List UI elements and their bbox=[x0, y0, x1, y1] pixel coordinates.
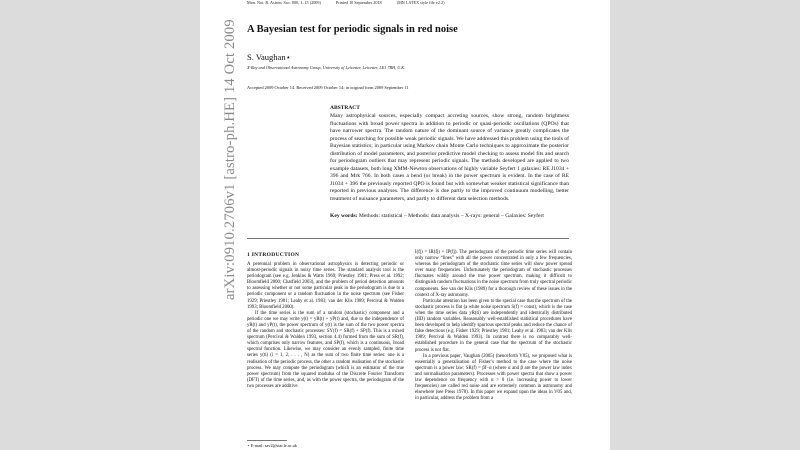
intro-paragraph-1: A perennial problem in observational astrophysics is detecting periodic or almost-periodic signals in noisy time series. The standard analysis tool is the periodogram (see e.g. Jenkins & Watts 1969; Priestley 1981; Press et al. 1992; Bloomfield 2000; Chatfield 2003), and the problem of period detection amounts to assessing whether or not some particular peak in the periodogram is due to a periodic component or a random fluctuation in the noise spectrum (see Fisher 1929; Priestley 1981; Leahy et al. 1983; van der Klis 1989; Percival & Walden 1993; Bloomfield 2000). bbox=[247, 262, 404, 310]
keywords-text: Methods: statistical – Methods: data analysis – X-rays: general – Galaxies: Seyfert bbox=[358, 213, 544, 219]
section-heading: 1 INTRODUCTION bbox=[247, 252, 300, 258]
author-name: S. Vaughan⋆ bbox=[247, 52, 291, 62]
intro-paragraph-3: I(fj) = IR(fj) + IP(fj). The periodogram of the periodic time series will contain only narrow “lines” with all the power concentrated in only a few frequencies, whereas the periodogram of the stochastic time series will show power spread over many frequencies. Unfortunately the periodogram of stochastic processes fluctuates wildly around the true power spectrum, making it difficult to distinguish random fluctuations in the noise spectrum from truly spectral periodic components. See van der Klis (1989) for a thorough review of these issues in the context of X-ray astronomy. bbox=[415, 250, 572, 298]
printed-date: Printed 10 September 2018 bbox=[335, 0, 382, 5]
footnote-email: ⋆ E-mail: sav2@star.le.ac.uk bbox=[247, 443, 297, 448]
keywords bbox=[330, 213, 569, 221]
author-affiliation: X-Ray and Observational Astronomy Group, University of Leicester, Leicester, LE1 7RH, U.K. bbox=[247, 65, 406, 70]
intro-paragraph-5: In a previous paper, Vaughan (2005) (henceforth V05), we proposed what is essentially a generalisation of Fisher’s method to the case where the noise spectrum is a power law: SR(f) = βf−α (where α and β are the power law index and normalisation parameters). Processes with power spectra that show a power law dependence on frequency with α > 0 (i.e. increasing power to lower frequencies) are called red noise and are extremely common in astronomy and elsewhere (see Press 1978). In this paper we expand upon the ideas in V05 and, in particular, address the problem from a bbox=[415, 353, 572, 402]
paper-title: A Bayesian test for periodic signals in red noise bbox=[247, 24, 458, 35]
style-file: (MN LATEX style file v2.2) bbox=[396, 0, 445, 5]
abstract-divider bbox=[247, 238, 569, 239]
abstract-text: Many astrophysical sources, especially compact accreting sources, show strong, random brightness fluctuations with broad power spectra in addition to periodic or quasi-periodic oscillations (QPOs) that have narrower spectra. The random nature of the dominant source of variance greatly complicates the process of searching for possible weak periodic signals. We have addressed this problem using the tools of Bayesian statistics; in particular using Markov chain Monte Carlo techniques to approximate the posterior distribution of model parameters, and posterior predictive model checking to assess model fits and search for periodogram outliers that may represent periodic signals. The methods developed are applied to two example datasets, both long XMM-Newton observations of highly variable Seyfert 1 galaxies: RE J1034 + 396 and Mrk 766. In both cases a bend (or break) in the power spectrum is evident. In the case of RE J1034 + 396 the previously reported QPO is found but with somewhat weaker statistical significance than reported in previous analyses. The difference is due partly to the improved continuum modelling, better treatment of nuisance parameters, and partly to different data selection methods. bbox=[330, 113, 569, 202]
column-left bbox=[247, 262, 404, 390]
footnote-divider bbox=[247, 440, 287, 441]
received-dates: Accepted 2009 October 14. Received 2009 October 14; in original form 2009 September 11 bbox=[247, 85, 409, 90]
intro-paragraph-4: Particular attention has been given to the special case that the spectrum of the stochastic process is flat (a white noise spectrum S(f) = const), which is the case when the time series data yR(ti) are independently and identically distributed (IID) random variables. Reasonably well-established statistical procedures have been developed to help identify spurious spectral peaks and reduce the chance of false detections (e.g. Fisher 1929; Priestley 1981; Leahy et al. 1983; van der Klis 1989; Percival & Walden 1993). In contrast there is no comparably well-established procedure in the general case that the spectrum of the stochastic process is not flat. bbox=[415, 298, 572, 353]
paper-page bbox=[200, 0, 610, 450]
keywords-label: Key words: bbox=[330, 213, 358, 219]
arxiv-stamp: arXiv:0910.2706v1 [astro-ph.HE] 14 Oct 2009 bbox=[222, 19, 238, 300]
intro-paragraph-2: If the time series is the sum of a random (stochastic) component and a periodic one we may write y(t) = yR(t) + yP(t) and, due to the independence of yR(t) and yP(t), the power spectrum of y(t) is the sum of the two power spectra of the random and stochastic processes: SY(f) = SR(f) + SP(f). This is a mixed spectrum (Percival & Walden 1993, section 4.4) formed from the sum of SR(f), which comprises only narrow features, and SP(f), which is a continuous, broad spectral function. Likewise, we may consider an evenly sampled, finite time series y(ti) (i = 1, 2, . . . , N) as the sum of two finite time series: one is a realisation of the periodic process, the other a random realisation of the stochastic process. We may compute the periodogram (which is an estimator of the true power spectrum) from the squared modulus of the Discrete Fourier Transform (DFT) of the time series, and, as with the power spectra, the periodogram of the two processes are additive. bbox=[247, 310, 404, 389]
abstract-heading: ABSTRACT bbox=[330, 105, 360, 111]
journal-reference: Mon. Not. R. Astron. Soc. 000, 1–15 (2009) bbox=[247, 0, 321, 5]
column-right bbox=[415, 250, 572, 402]
running-header bbox=[247, 0, 459, 5]
